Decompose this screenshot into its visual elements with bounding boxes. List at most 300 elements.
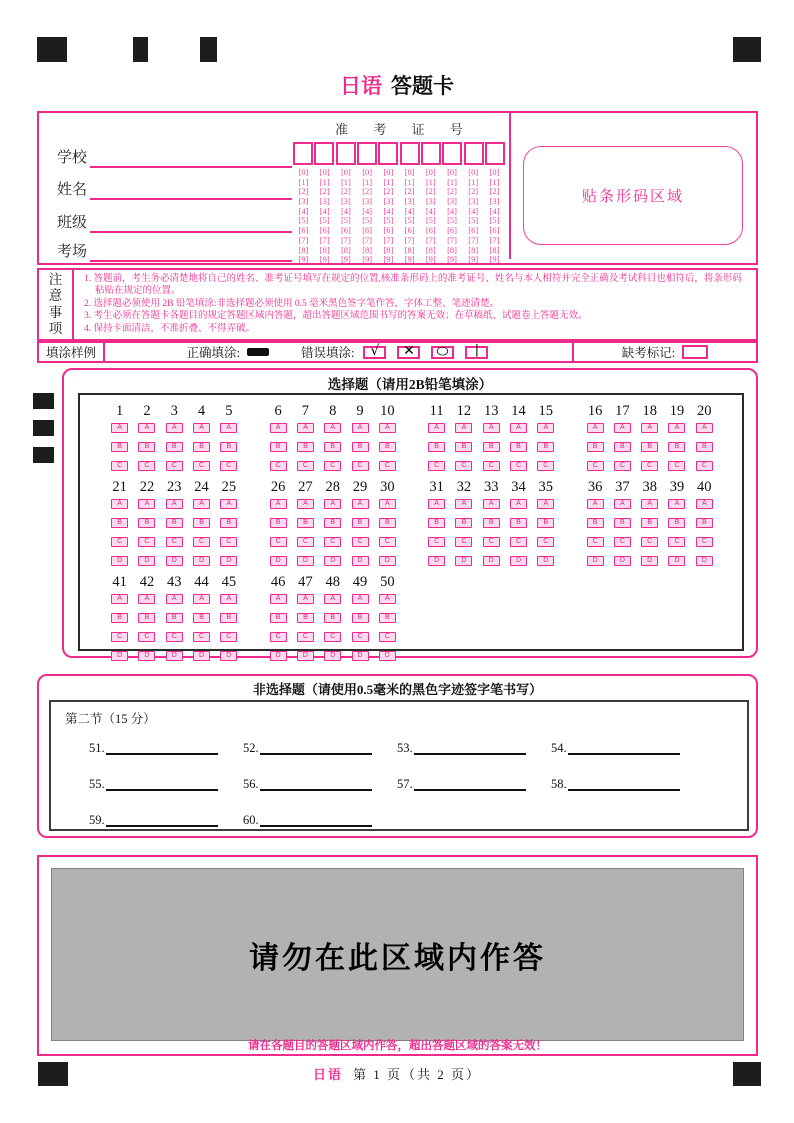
bubble-q34-D[interactable]: D: [510, 556, 527, 566]
bubble-q32-A[interactable]: A: [455, 499, 472, 509]
bubble-q35-B[interactable]: B: [537, 518, 554, 528]
exam-no-digit-col1-6[interactable]: [6]: [298, 225, 309, 236]
exam-no-digit-col5-0[interactable]: [0]: [383, 167, 394, 177]
bubble-q45-B[interactable]: B: [220, 613, 237, 623]
exam-room-input[interactable]: [90, 240, 292, 262]
answer-blank-59[interactable]: [106, 813, 218, 827]
exam-no-digit-col6-9[interactable]: [9]: [404, 254, 415, 265]
bubble-q11-C[interactable]: C: [428, 461, 445, 471]
bubble-q31-B[interactable]: B: [428, 518, 445, 528]
exam-no-digit-col5-3[interactable]: [3]: [383, 196, 394, 207]
exam-no-digit-col9-4[interactable]: [4]: [468, 205, 479, 216]
bubble-q4-A[interactable]: A: [193, 423, 210, 433]
bubble-q46-A[interactable]: A: [270, 594, 287, 604]
bubble-q25-C[interactable]: C: [220, 537, 237, 547]
bubble-q43-C[interactable]: C: [166, 632, 183, 642]
bubble-q17-C[interactable]: C: [614, 461, 631, 471]
bubble-q50-D[interactable]: D: [379, 651, 396, 661]
bubble-q22-B[interactable]: B: [138, 518, 155, 528]
bubble-q39-D[interactable]: D: [668, 556, 685, 566]
bubble-q6-A[interactable]: A: [270, 423, 287, 433]
answer-blank-54[interactable]: [568, 741, 680, 755]
exam-no-digit-col2-3[interactable]: [3]: [319, 196, 330, 207]
bubble-q14-B[interactable]: B: [510, 442, 527, 452]
bubble-q37-A[interactable]: A: [614, 499, 631, 509]
exam-no-digit-col9-0[interactable]: [0]: [468, 167, 479, 177]
exam-no-digit-col1-5[interactable]: [5]: [298, 215, 309, 226]
exam-no-digit-col9-7[interactable]: [7]: [468, 234, 479, 245]
bubble-q28-D[interactable]: D: [324, 556, 341, 566]
bubble-q2-A[interactable]: A: [138, 423, 155, 433]
bubble-q9-B[interactable]: B: [352, 442, 369, 452]
exam-no-digit-col3-8[interactable]: [8]: [340, 244, 351, 255]
bubble-q25-A[interactable]: A: [220, 499, 237, 509]
bubble-q19-B[interactable]: B: [668, 442, 685, 452]
exam-no-digit-col1-3[interactable]: [3]: [298, 196, 309, 207]
bubble-q13-C[interactable]: C: [483, 461, 500, 471]
bubble-q29-A[interactable]: A: [352, 499, 369, 509]
bubble-q3-B[interactable]: B: [166, 442, 183, 452]
bubble-q30-D[interactable]: D: [379, 556, 396, 566]
answer-blank-57[interactable]: [414, 777, 526, 791]
bubble-q38-B[interactable]: B: [641, 518, 658, 528]
answer-blank-52[interactable]: [260, 741, 372, 755]
bubble-q15-A[interactable]: A: [537, 423, 554, 433]
bubble-q46-D[interactable]: D: [270, 651, 287, 661]
bubble-q33-A[interactable]: A: [483, 499, 500, 509]
bubble-q8-A[interactable]: A: [324, 423, 341, 433]
exam-no-digit-col4-6[interactable]: [6]: [362, 225, 373, 236]
exam-no-digit-col8-6[interactable]: [6]: [447, 225, 457, 236]
exam-no-digit-col4-5[interactable]: [5]: [362, 215, 373, 226]
bubble-q43-D[interactable]: D: [166, 651, 183, 661]
exam-no-digit-col2-6[interactable]: [6]: [319, 225, 330, 236]
answer-blank-58[interactable]: [568, 777, 680, 791]
bubble-q8-C[interactable]: C: [324, 461, 341, 471]
bubble-q9-A[interactable]: A: [352, 423, 369, 433]
exam-no-digit-col4-1[interactable]: [1]: [362, 176, 373, 187]
bubble-q21-C[interactable]: C: [111, 537, 128, 547]
bubble-q10-B[interactable]: B: [379, 442, 396, 452]
bubble-q7-C[interactable]: C: [297, 461, 314, 471]
bubble-q19-C[interactable]: C: [668, 461, 685, 471]
bubble-q38-A[interactable]: A: [641, 499, 658, 509]
bubble-q35-C[interactable]: C: [537, 537, 554, 547]
bubble-q11-A[interactable]: A: [428, 423, 445, 433]
bubble-q21-D[interactable]: D: [111, 556, 128, 566]
bubble-q40-B[interactable]: B: [696, 518, 713, 528]
exam-no-write-cell-1[interactable]: [293, 142, 313, 165]
bubble-q41-B[interactable]: B: [111, 613, 128, 623]
exam-no-digit-col9-2[interactable]: [2]: [468, 186, 479, 197]
bubble-q26-A[interactable]: A: [270, 499, 287, 509]
exam-no-digit-col10-2[interactable]: [2]: [489, 186, 500, 197]
exam-no-digit-col7-7[interactable]: [7]: [425, 234, 436, 245]
exam-no-digit-col5-2[interactable]: [2]: [383, 186, 394, 197]
exam-no-digit-col8-2[interactable]: [2]: [447, 186, 457, 197]
bubble-q10-A[interactable]: A: [379, 423, 396, 433]
exam-no-digit-col9-8[interactable]: [8]: [468, 244, 479, 255]
bubble-q36-B[interactable]: B: [587, 518, 604, 528]
bubble-q16-B[interactable]: B: [587, 442, 604, 452]
bubble-q36-C[interactable]: C: [587, 537, 604, 547]
bubble-q22-A[interactable]: A: [138, 499, 155, 509]
bubble-q18-C[interactable]: C: [641, 461, 658, 471]
exam-no-digit-col1-4[interactable]: [4]: [298, 205, 309, 216]
bubble-q46-B[interactable]: B: [270, 613, 287, 623]
bubble-q33-C[interactable]: C: [483, 537, 500, 547]
exam-no-digit-col8-8[interactable]: [8]: [447, 244, 457, 255]
bubble-q17-B[interactable]: B: [614, 442, 631, 452]
exam-no-digit-col2-4[interactable]: [4]: [319, 205, 330, 216]
bubble-q26-B[interactable]: B: [270, 518, 287, 528]
bubble-q1-B[interactable]: B: [111, 442, 128, 452]
exam-no-digit-col9-6[interactable]: [6]: [468, 225, 479, 236]
bubble-q49-C[interactable]: C: [352, 632, 369, 642]
bubble-q17-A[interactable]: A: [614, 423, 631, 433]
bubble-q30-B[interactable]: B: [379, 518, 396, 528]
bubble-q21-B[interactable]: B: [111, 518, 128, 528]
bubble-q49-A[interactable]: A: [352, 594, 369, 604]
bubble-q21-A[interactable]: A: [111, 499, 128, 509]
exam-no-digit-col10-7[interactable]: [7]: [489, 234, 500, 245]
exam-no-write-cell-7[interactable]: [421, 142, 441, 165]
exam-no-write-cell-3[interactable]: [336, 142, 356, 165]
bubble-q19-A[interactable]: A: [668, 423, 685, 433]
bubble-q18-B[interactable]: B: [641, 442, 658, 452]
exam-no-digit-col8-9[interactable]: [9]: [447, 254, 457, 265]
bubble-q44-A[interactable]: A: [193, 594, 210, 604]
bubble-q20-B[interactable]: B: [696, 442, 713, 452]
exam-no-digit-col10-4[interactable]: [4]: [489, 205, 500, 216]
exam-no-digit-col5-9[interactable]: [9]: [383, 254, 394, 265]
bubble-q29-C[interactable]: C: [352, 537, 369, 547]
bubble-q44-B[interactable]: B: [193, 613, 210, 623]
bubble-q48-D[interactable]: D: [324, 651, 341, 661]
exam-no-digit-col3-6[interactable]: [6]: [340, 225, 351, 236]
exam-no-digit-col9-9[interactable]: [9]: [468, 254, 479, 265]
bubble-q40-D[interactable]: D: [696, 556, 713, 566]
exam-no-digit-col5-5[interactable]: [5]: [383, 215, 394, 226]
exam-no-write-cell-8[interactable]: [442, 142, 462, 165]
bubble-q41-C[interactable]: C: [111, 632, 128, 642]
exam-no-digit-col10-1[interactable]: [1]: [489, 176, 500, 187]
bubble-q2-B[interactable]: B: [138, 442, 155, 452]
exam-no-digit-col10-5[interactable]: [5]: [489, 215, 500, 226]
bubble-q45-D[interactable]: D: [220, 651, 237, 661]
exam-no-digit-col9-1[interactable]: [1]: [468, 176, 479, 187]
exam-no-digit-col3-4[interactable]: [4]: [340, 205, 351, 216]
bubble-q38-D[interactable]: D: [641, 556, 658, 566]
bubble-q13-B[interactable]: B: [483, 442, 500, 452]
exam-no-digit-col6-3[interactable]: [3]: [404, 196, 415, 207]
bubble-q42-A[interactable]: A: [138, 594, 155, 604]
bubble-q10-C[interactable]: C: [379, 461, 396, 471]
bubble-q13-A[interactable]: A: [483, 423, 500, 433]
exam-no-digit-col3-7[interactable]: [7]: [340, 234, 351, 245]
exam-no-digit-col1-0[interactable]: [0]: [298, 167, 309, 177]
bubble-q33-B[interactable]: B: [483, 518, 500, 528]
exam-no-digit-col6-6[interactable]: [6]: [404, 225, 415, 236]
bubble-q41-D[interactable]: D: [111, 651, 128, 661]
bubble-q31-D[interactable]: D: [428, 556, 445, 566]
bubble-q12-C[interactable]: C: [455, 461, 472, 471]
exam-no-digit-col2-8[interactable]: [8]: [319, 244, 330, 255]
answer-blank-55[interactable]: [106, 777, 218, 791]
exam-no-digit-col7-3[interactable]: [3]: [425, 196, 436, 207]
bubble-q37-D[interactable]: D: [614, 556, 631, 566]
bubble-q39-B[interactable]: B: [668, 518, 685, 528]
exam-no-digit-col4-0[interactable]: [0]: [362, 167, 373, 177]
bubble-q29-D[interactable]: D: [352, 556, 369, 566]
bubble-q50-A[interactable]: A: [379, 594, 396, 604]
bubble-q47-C[interactable]: C: [297, 632, 314, 642]
bubble-q34-B[interactable]: B: [510, 518, 527, 528]
bubble-q14-A[interactable]: A: [510, 423, 527, 433]
bubble-q27-D[interactable]: D: [297, 556, 314, 566]
exam-no-digit-col8-0[interactable]: [0]: [447, 167, 457, 177]
exam-no-digit-col3-3[interactable]: [3]: [340, 196, 351, 207]
bubble-q20-A[interactable]: A: [696, 423, 713, 433]
exam-no-digit-col7-1[interactable]: [1]: [425, 176, 436, 187]
bubble-q16-C[interactable]: C: [587, 461, 604, 471]
bubble-q42-D[interactable]: D: [138, 651, 155, 661]
bubble-q43-B[interactable]: B: [166, 613, 183, 623]
bubble-q9-C[interactable]: C: [352, 461, 369, 471]
answer-blank-60[interactable]: [260, 813, 372, 827]
bubble-q28-A[interactable]: A: [324, 499, 341, 509]
exam-no-digit-col10-8[interactable]: [8]: [489, 244, 500, 255]
bubble-q45-C[interactable]: C: [220, 632, 237, 642]
bubble-q25-B[interactable]: B: [220, 518, 237, 528]
exam-no-digit-col6-7[interactable]: [7]: [404, 234, 415, 245]
bubble-q15-B[interactable]: B: [537, 442, 554, 452]
bubble-q48-C[interactable]: C: [324, 632, 341, 642]
bubble-q3-C[interactable]: C: [166, 461, 183, 471]
exam-no-digit-col2-2[interactable]: [2]: [319, 186, 330, 197]
exam-no-digit-col8-3[interactable]: [3]: [447, 196, 457, 207]
bubble-q36-A[interactable]: A: [587, 499, 604, 509]
bubble-q44-D[interactable]: D: [193, 651, 210, 661]
bubble-q39-A[interactable]: A: [668, 499, 685, 509]
exam-no-digit-col2-7[interactable]: [7]: [319, 234, 330, 245]
exam-no-digit-col4-8[interactable]: [8]: [362, 244, 373, 255]
bubble-q6-B[interactable]: B: [270, 442, 287, 452]
exam-no-digit-col3-0[interactable]: [0]: [340, 167, 351, 177]
exam-no-digit-col5-4[interactable]: [4]: [383, 205, 394, 216]
exam-no-digit-col7-8[interactable]: [8]: [425, 244, 436, 255]
bubble-q22-C[interactable]: C: [138, 537, 155, 547]
bubble-q2-C[interactable]: C: [138, 461, 155, 471]
bubble-q23-D[interactable]: D: [166, 556, 183, 566]
bubble-q4-B[interactable]: B: [193, 442, 210, 452]
name-input[interactable]: [90, 178, 292, 200]
exam-no-write-cell-5[interactable]: [378, 142, 398, 165]
bubble-q7-B[interactable]: B: [297, 442, 314, 452]
exam-no-digit-col2-0[interactable]: [0]: [319, 167, 330, 177]
bubble-q24-D[interactable]: D: [193, 556, 210, 566]
exam-no-digit-col1-1[interactable]: [1]: [298, 176, 309, 187]
answer-blank-51[interactable]: [106, 741, 218, 755]
answer-blank-53[interactable]: [414, 741, 526, 755]
school-input[interactable]: [90, 146, 292, 168]
exam-no-digit-col5-1[interactable]: [1]: [383, 176, 394, 187]
bubble-q43-A[interactable]: A: [166, 594, 183, 604]
exam-no-digit-col8-1[interactable]: [1]: [447, 176, 457, 187]
exam-no-write-cell-4[interactable]: [357, 142, 377, 165]
exam-no-digit-col9-5[interactable]: [5]: [468, 215, 479, 226]
exam-no-digit-col4-4[interactable]: [4]: [362, 205, 373, 216]
bubble-q18-A[interactable]: A: [641, 423, 658, 433]
exam-no-digit-col10-9[interactable]: [9]: [489, 254, 500, 265]
exam-no-digit-col7-5[interactable]: [5]: [425, 215, 436, 226]
bubble-q27-B[interactable]: B: [297, 518, 314, 528]
exam-no-digit-col3-5[interactable]: [5]: [340, 215, 351, 226]
exam-no-digit-col6-2[interactable]: [2]: [404, 186, 415, 197]
bubble-q27-A[interactable]: A: [297, 499, 314, 509]
bubble-q44-C[interactable]: C: [193, 632, 210, 642]
bubble-q8-B[interactable]: B: [324, 442, 341, 452]
bubble-q30-A[interactable]: A: [379, 499, 396, 509]
bubble-q28-C[interactable]: C: [324, 537, 341, 547]
bubble-q14-C[interactable]: C: [510, 461, 527, 471]
exam-no-digit-col8-5[interactable]: [5]: [447, 215, 457, 226]
bubble-q42-C[interactable]: C: [138, 632, 155, 642]
bubble-q29-B[interactable]: B: [352, 518, 369, 528]
exam-no-digit-col7-9[interactable]: [9]: [425, 254, 436, 265]
bubble-q45-A[interactable]: A: [220, 594, 237, 604]
exam-no-write-cell-6[interactable]: [400, 142, 420, 165]
bubble-q42-B[interactable]: B: [138, 613, 155, 623]
exam-no-digit-col4-3[interactable]: [3]: [362, 196, 373, 207]
bubble-q30-C[interactable]: C: [379, 537, 396, 547]
exam-no-digit-col1-9[interactable]: [9]: [298, 254, 309, 265]
exam-no-write-cell-10[interactable]: [485, 142, 505, 165]
bubble-q48-A[interactable]: A: [324, 594, 341, 604]
bubble-q5-B[interactable]: B: [220, 442, 237, 452]
bubble-q46-C[interactable]: C: [270, 632, 287, 642]
bubble-q1-C[interactable]: C: [111, 461, 128, 471]
bubble-q26-D[interactable]: D: [270, 556, 287, 566]
bubble-q41-A[interactable]: A: [111, 594, 128, 604]
bubble-q24-A[interactable]: A: [193, 499, 210, 509]
exam-no-write-cell-2[interactable]: [314, 142, 334, 165]
exam-no-digit-col7-2[interactable]: [2]: [425, 186, 436, 197]
exam-no-digit-col4-7[interactable]: [7]: [362, 234, 373, 245]
bubble-q40-C[interactable]: C: [696, 537, 713, 547]
bubble-q48-B[interactable]: B: [324, 613, 341, 623]
bubble-q22-D[interactable]: D: [138, 556, 155, 566]
bubble-q5-C[interactable]: C: [220, 461, 237, 471]
bubble-q23-C[interactable]: C: [166, 537, 183, 547]
exam-no-digit-col3-2[interactable]: [2]: [340, 186, 351, 197]
bubble-q12-A[interactable]: A: [455, 423, 472, 433]
exam-no-digit-col2-1[interactable]: [1]: [319, 176, 330, 187]
exam-no-write-cell-9[interactable]: [464, 142, 484, 165]
bubble-q24-C[interactable]: C: [193, 537, 210, 547]
bubble-q16-A[interactable]: A: [587, 423, 604, 433]
bubble-q7-A[interactable]: A: [297, 423, 314, 433]
exam-no-digit-col7-6[interactable]: [6]: [425, 225, 436, 236]
bubble-q27-C[interactable]: C: [297, 537, 314, 547]
exam-no-digit-col5-6[interactable]: [6]: [383, 225, 394, 236]
bubble-q25-D[interactable]: D: [220, 556, 237, 566]
bubble-q23-A[interactable]: A: [166, 499, 183, 509]
bubble-q15-C[interactable]: C: [537, 461, 554, 471]
bubble-q34-C[interactable]: C: [510, 537, 527, 547]
exam-no-digit-col4-2[interactable]: [2]: [362, 186, 373, 197]
bubble-q23-B[interactable]: B: [166, 518, 183, 528]
exam-no-digit-col6-4[interactable]: [4]: [404, 205, 415, 216]
bubble-q50-B[interactable]: B: [379, 613, 396, 623]
bubble-q35-D[interactable]: D: [537, 556, 554, 566]
bubble-q28-B[interactable]: B: [324, 518, 341, 528]
exam-no-digit-col8-7[interactable]: [7]: [447, 234, 457, 245]
exam-no-digit-col1-7[interactable]: [7]: [298, 234, 309, 245]
bubble-q37-B[interactable]: B: [614, 518, 631, 528]
bubble-q26-C[interactable]: C: [270, 537, 287, 547]
exam-no-digit-col3-9[interactable]: [9]: [340, 254, 351, 265]
barcode-area[interactable]: [523, 146, 743, 245]
bubble-q3-A[interactable]: A: [166, 423, 183, 433]
answer-blank-56[interactable]: [260, 777, 372, 791]
bubble-q1-A[interactable]: A: [111, 423, 128, 433]
exam-no-digit-col10-6[interactable]: [6]: [489, 225, 500, 236]
exam-no-digit-col4-9[interactable]: [9]: [362, 254, 373, 265]
absent-mark-box[interactable]: [682, 345, 708, 359]
exam-no-digit-col6-1[interactable]: [1]: [404, 176, 415, 187]
exam-no-digit-col3-1[interactable]: [1]: [340, 176, 351, 187]
bubble-q35-A[interactable]: A: [537, 499, 554, 509]
bubble-q24-B[interactable]: B: [193, 518, 210, 528]
bubble-q6-C[interactable]: C: [270, 461, 287, 471]
exam-no-digit-col2-9[interactable]: [9]: [319, 254, 330, 265]
bubble-q33-D[interactable]: D: [483, 556, 500, 566]
bubble-q50-C[interactable]: C: [379, 632, 396, 642]
bubble-q47-D[interactable]: D: [297, 651, 314, 661]
exam-no-digit-col2-5[interactable]: [5]: [319, 215, 330, 226]
bubble-q37-C[interactable]: C: [614, 537, 631, 547]
exam-no-digit-col7-4[interactable]: [4]: [425, 205, 436, 216]
exam-no-digit-col10-3[interactable]: [3]: [489, 196, 500, 207]
bubble-q47-A[interactable]: A: [297, 594, 314, 604]
exam-no-digit-col10-0[interactable]: [0]: [489, 167, 500, 177]
exam-no-digit-col9-3[interactable]: [3]: [468, 196, 479, 207]
bubble-q32-C[interactable]: C: [455, 537, 472, 547]
bubble-q49-D[interactable]: D: [352, 651, 369, 661]
bubble-q4-C[interactable]: C: [193, 461, 210, 471]
bubble-q47-B[interactable]: B: [297, 613, 314, 623]
bubble-q11-B[interactable]: B: [428, 442, 445, 452]
bubble-q32-B[interactable]: B: [455, 518, 472, 528]
exam-no-digit-col5-7[interactable]: [7]: [383, 234, 394, 245]
bubble-q12-B[interactable]: B: [455, 442, 472, 452]
bubble-q38-C[interactable]: C: [641, 537, 658, 547]
bubble-q49-B[interactable]: B: [352, 613, 369, 623]
bubble-q31-A[interactable]: A: [428, 499, 445, 509]
exam-no-digit-col7-0[interactable]: [0]: [425, 167, 436, 177]
bubble-q31-C[interactable]: C: [428, 537, 445, 547]
exam-no-digit-col1-8[interactable]: [8]: [298, 244, 309, 255]
bubble-q32-D[interactable]: D: [455, 556, 472, 566]
exam-no-digit-col5-8[interactable]: [8]: [383, 244, 394, 255]
bubble-q36-D[interactable]: D: [587, 556, 604, 566]
exam-no-digit-col6-5[interactable]: [5]: [404, 215, 415, 226]
class-input[interactable]: [90, 211, 292, 233]
exam-no-digit-col6-0[interactable]: [0]: [404, 167, 415, 177]
exam-no-digit-col6-8[interactable]: [8]: [404, 244, 415, 255]
bubble-q20-C[interactable]: C: [696, 461, 713, 471]
